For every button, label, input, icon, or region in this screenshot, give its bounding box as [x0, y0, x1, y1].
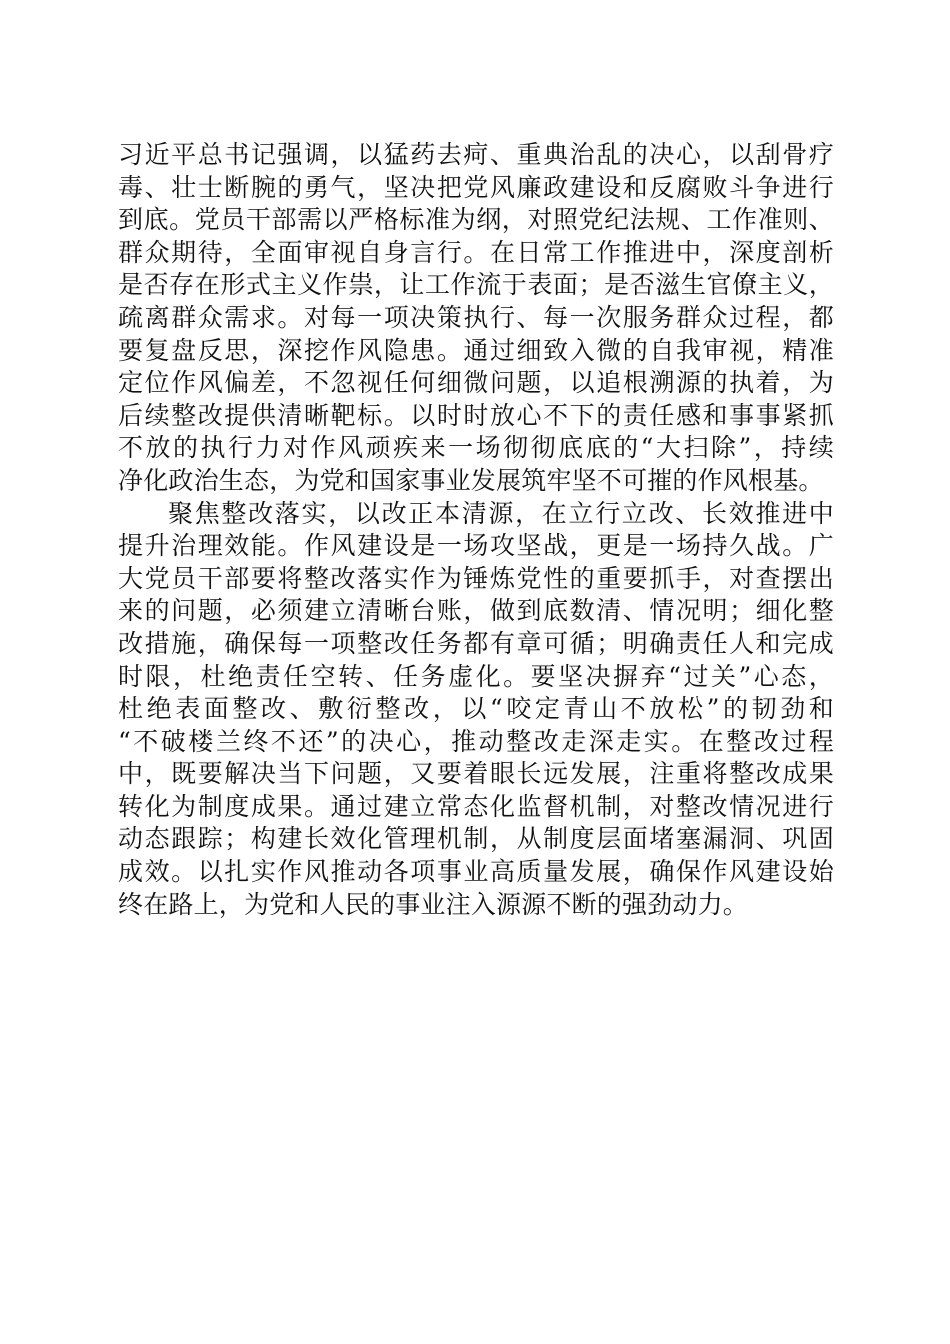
text-line: 改措施，确保每一项整改任务都有章可循；明确责任人和完成: [118, 628, 834, 658]
text-line: 群众期待，全面审视自身言行。在日常工作推进中，深度剖析: [118, 237, 834, 267]
text-line: 习近平总书记强调，以猛药去疴、重典治乱的决心，以刮骨疗: [118, 140, 834, 169]
text-line: 杜绝表面整改、敷衍整改，以“咬定青山不放松”的韧劲和: [118, 694, 834, 724]
text-line: 成效。以扎实作风推动各项事业高质量发展，确保作风建设始: [118, 857, 834, 887]
text-line: 后续整改提供清晰靶标。以时时放心不下的责任感和事事紧抓: [118, 400, 834, 430]
text-line: 是否存在形式主义作祟，让工作流于表面；是否滋生官僚主义，: [118, 270, 834, 300]
text-line: 到底。党员干部需以严格标准为纲，对照党纪法规、工作准则、: [118, 205, 834, 235]
text-line: 要复盘反思，深挖作风隐患。通过细致入微的自我审视，精准: [118, 335, 834, 365]
text-line: 不放的执行力对作风顽疾来一场彻彻底底的“大扫除”，持续: [118, 433, 834, 463]
text-line: 动态跟踪；构建长效化管理机制，从制度层面堵塞漏洞、巩固: [118, 824, 834, 854]
text-line: “不破楼兰终不还”的决心，推动整改走深走实。在整改过程: [118, 726, 834, 756]
text-line: 大党员干部要将整改落实作为锤炼党性的重要抓手，对查摆出: [118, 563, 834, 593]
text-line: 定位作风偏差，不忽视任何细微问题，以追根溯源的执着，为: [118, 368, 834, 398]
paragraph-1: [118, 139, 834, 498]
document-body: [118, 139, 834, 921]
text-line: 毒、壮士断腕的勇气，坚决把党风廉政建设和反腐败斗争进行: [118, 172, 834, 202]
text-line: 中，既要解决当下问题，又要着眼长远发展，注重将整改成果: [118, 759, 834, 789]
text-line: 时限，杜绝责任空转、任务虚化。要坚决摒弃“过关”心态，: [118, 661, 834, 691]
text-line: 疏离群众需求。对每一项决策执行、每一次服务群众过程，都: [118, 302, 834, 332]
text-line: 提升治理效能。作风建设是一场攻坚战，更是一场持久战。广: [118, 531, 834, 561]
text-line: 转化为制度成果。通过建立常态化监督机制，对整改情况进行: [118, 791, 834, 821]
paragraph-2: [118, 498, 834, 922]
text-line: 聚焦整改落实，以改正本清源，在立行立改、长效推进中: [168, 498, 834, 528]
text-line: 终在路上，为党和人民的事业注入源源不断的强劲动力。: [118, 889, 749, 919]
text-line: 来的问题，必须建立清晰台账，做到底数清、情况明；细化整: [118, 596, 834, 626]
text-line: 净化政治生态，为党和国家事业发展筑牢坚不可摧的作风根基。: [118, 465, 824, 495]
